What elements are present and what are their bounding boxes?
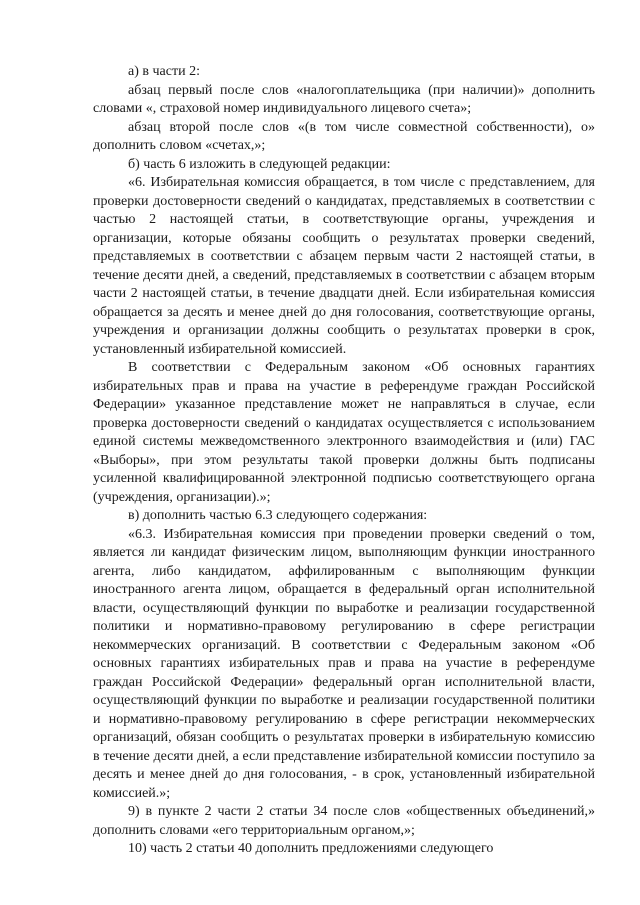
paragraph-item-9: 9) в пункте 2 части 2 статьи 34 после слов «общественных объединений,» дополнить словами «его территориальным органом,»; [93, 804, 595, 838]
paragraph-part6-3-text: «6.3. Избирательная комиссия при проведении проверки сведений о том, является ли кандидат физическим лицом, выполняющим функции иностранного агента, либо кандидатом, аффилированным с выполняющим функции иностранного агента лицом, обращается в федеральный орган исполнительной власти, осуществляющий функции по выработке и реализации государственной политики и нормативно-правовому регулированию в сфере регистрации некоммерческих организаций. В соответствии с Федеральным законом «Об основных гарантиях избирательных прав и права на участие в референдуме граждан Российской Федерации» федеральный орган исполнительной власти, осуществляющий функции по выработке и реализации государственной политики и нормативно-правовому регулированию в сфере регистрации некоммерческих организаций, обязан сообщить о результатах проверки в избирательную комиссию в течение десяти дней, а если представление избирательной комиссии поступило за десять и менее дней до дня голосования, - в срок, установленный избирательной комиссией.»; [93, 526, 595, 801]
paragraph-part2-intro: а) в части 2: [128, 64, 200, 79]
paragraph-abzac-second: абзац второй после слов «(в том числе совместной собственности), о» дополнить словом «счетах,»; [93, 119, 595, 153]
document-page [93, 63, 595, 859]
paragraph-part6-3-intro: в) дополнить частью 6.3 следующего содержания: [128, 508, 428, 523]
paragraph-part6-text: «6. Избирательная комиссия обращается, в том числе с представлением, для проверки достоверности сведений о кандидатах, представляемых в соответствии с частью 2 настоящей статьи, в соответствующие органы, учреждения и организации, которые обязаны сообщить о результатах проверки сведений, представляемых в соответствии с абзацем первым части 2 настоящей статьи, в течение десяти дней, а сведений, представляемых в соответствии с абзацем вторым части 2 настоящей статьи, в течение двадцати дней. Если избирательная комиссия обращается за десять и менее дней до дня голосования, соответствующие органы, учреждения и организации должны сообщить о результатах проверки в срок, установленный избирательной комиссией. [93, 175, 595, 357]
paragraph-federal-law-ref: В соответствии с Федеральным законом «Об основных гарантиях избирательных прав и права на участие в референдуме граждан Российской Федерации» указанное представление может не направляться в случае, если проверка достоверности сведений о кандидатах осуществляется с использованием единой системы межведомственного электронного взаимодействия и (или) ГАС «Выборы», при этом результаты такой проверки должны быть подписаны усиленной квалифицированной электронной подписью соответствующего органа (учреждения, организации).»; [93, 360, 595, 505]
paragraph-abzac-first: абзац первый после слов «налогоплательщика (при наличии)» дополнить словами «, страховой номер индивидуального лицевого счета»; [93, 82, 595, 116]
paragraph-item-10: 10) часть 2 статьи 40 дополнить предложениями следующего [128, 841, 494, 856]
paragraph-part6-intro: б) часть 6 изложить в следующей редакции: [128, 156, 391, 172]
